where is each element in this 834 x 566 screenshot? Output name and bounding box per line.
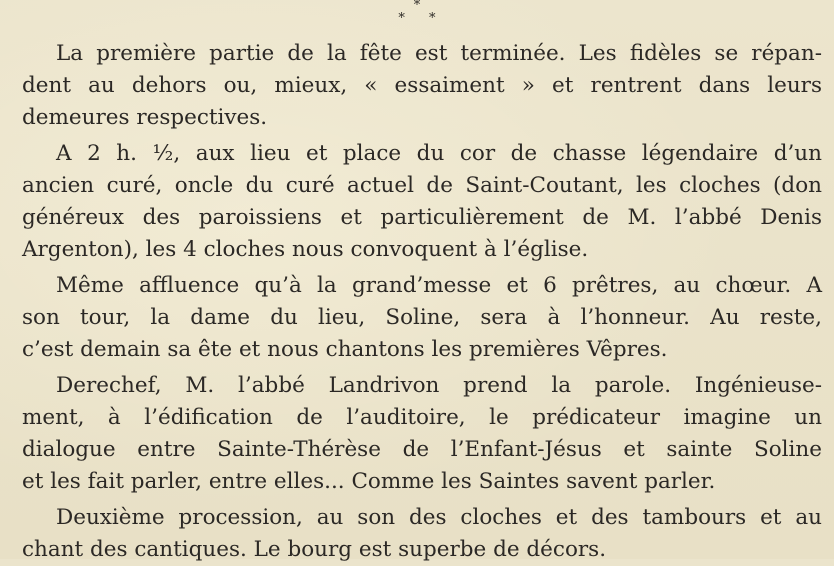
text-line: son tour, la dame du lieu, Soline, sera à l’honneur. Au reste, <box>22 305 822 330</box>
text-line: dialogue entre Sainte-Thérèse de l’Enfant-Jésus et sainte Soline <box>22 437 822 462</box>
text-line: et les fait parler, entre elles... Comme les Saintes savent parler. <box>22 469 716 494</box>
text-line: ancien curé, oncle du curé actuel de Saint-Coutant, les cloches (don <box>22 173 822 198</box>
text-line: chant des cantiques. Le bourg est superbe de décors. <box>22 537 607 562</box>
text-line: La première partie de la fête est terminée. Les fidèles se répan- <box>56 41 822 66</box>
text-line: Derechef, M. l’abbé Landrivon prend la parole. Ingénieuse- <box>56 373 822 398</box>
ornament-asterisks-bottom: * * <box>398 11 446 26</box>
paragraph <box>22 370 822 498</box>
paragraph <box>22 138 822 266</box>
text-line: demeures respectives. <box>22 105 268 130</box>
paragraph <box>22 270 822 366</box>
text-line: dent au dehors ou, mieux, « essaiment » et rentrent dans leurs <box>22 73 822 98</box>
text-line: Deuxième procession, au son des cloches et des tambours et au <box>56 505 822 530</box>
paragraph <box>22 502 822 566</box>
text-line: A 2 h. ½, aux lieu et place du cor de chasse légendaire d’un <box>56 141 822 166</box>
body-text <box>22 38 822 566</box>
ornament-asterisk-top: * <box>413 0 421 13</box>
text-line: Même affluence qu’à la grand’messe et 6 prêtres, au chœur. A <box>56 273 822 298</box>
text-line: c’est demain sa ête et nous chantons les premières Vêpres. <box>22 337 668 362</box>
text-line: généreux des paroissiens et particulièrement de M. l’abbé Denis <box>22 205 822 230</box>
text-line: Argenton), les 4 cloches nous convoquent à l’église. <box>22 237 589 262</box>
paragraph <box>22 38 822 134</box>
text-line: ment, à l’édification de l’auditoire, le prédicateur imagine un <box>22 405 822 430</box>
